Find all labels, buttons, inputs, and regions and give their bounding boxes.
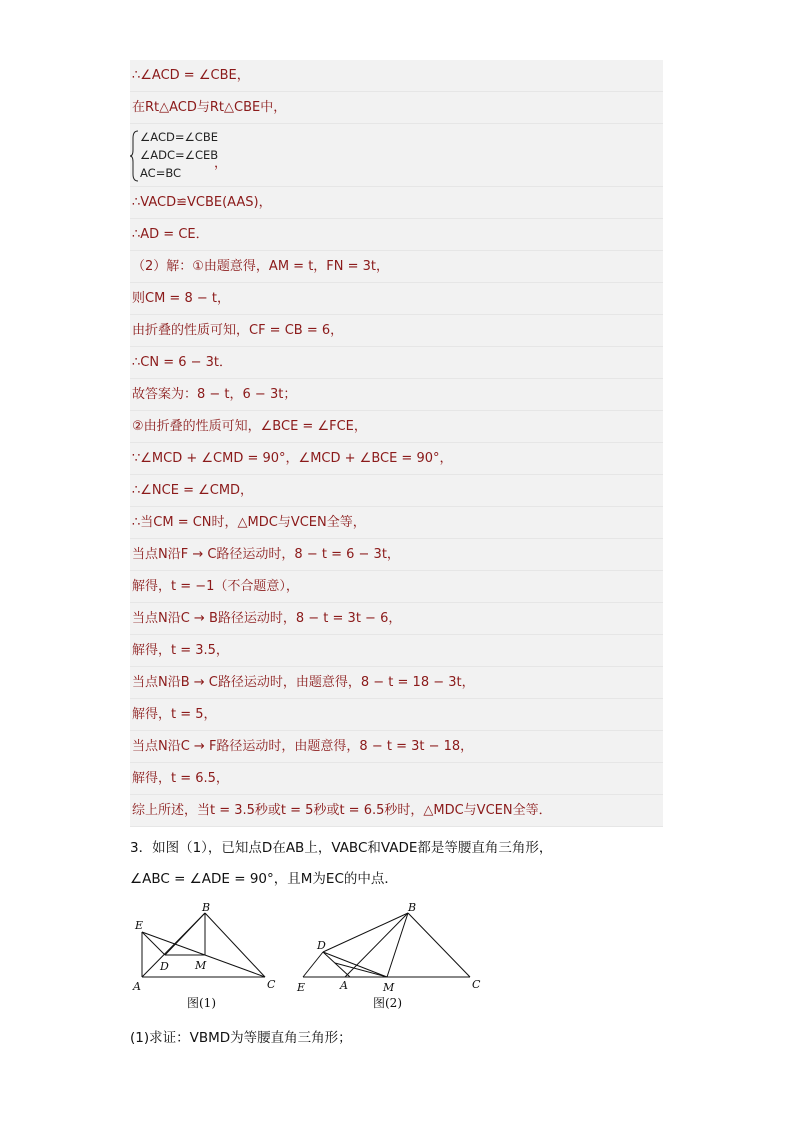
solution-line: ∴AD = CE．	[130, 219, 663, 251]
solution-line: ∴∠NCE = ∠CMD，	[130, 475, 663, 507]
solution-line: ②由折叠的性质可知，∠BCE = ∠FCE，	[130, 411, 663, 443]
figure-1-caption: 图(1)	[187, 996, 216, 1010]
solution-line: 则CM = 8 − t，	[130, 283, 663, 315]
label-B: B	[408, 901, 417, 914]
solution-line: 解得，t = 5，	[130, 699, 663, 731]
solution-block	[130, 60, 663, 827]
label-B: B	[202, 901, 211, 914]
solution-line: ∴CN = 6 − 3t．	[130, 347, 663, 379]
label-A: A	[340, 979, 348, 992]
solution-line: 由折叠的性质可知，CF = CB = 6，	[130, 315, 663, 347]
figure-2	[303, 913, 470, 977]
label-M: M	[195, 959, 207, 972]
solution-line: 解得，t = 3.5，	[130, 635, 663, 667]
solution-line: ∴当CM = CN时，△MDC与VCEN全等，	[130, 507, 663, 539]
figure-1-labels	[132, 901, 276, 993]
question-sub-1: (1)求证：VBMD为等腰直角三角形；	[130, 1030, 352, 1046]
solution-line: ∵∠MCD + ∠CMD = 90°，∠MCD + ∠BCE = 90°，	[130, 443, 663, 475]
system-eq-2: ∠ADC=∠CEB	[140, 148, 219, 162]
system-eq-1: ∠ACD=∠CBE	[140, 130, 218, 144]
solution-line: ∴∠ACD = ∠CBE，	[130, 60, 663, 92]
solution-line: 当点N沿C → F路径运动时，由题意得，8 − t = 3t − 18，	[130, 731, 663, 763]
label-D: D	[160, 960, 169, 973]
solution-line: 综上所述，当t = 3.5秒或t = 5秒或t = 6.5秒时，△MDC与VCEN全等．	[130, 795, 663, 827]
label-C: C	[472, 978, 481, 991]
question-line-1: 3．如图（1），已知点D在AB上，VABC和VADE都是等腰直角三角形，	[130, 840, 553, 856]
label-M: M	[383, 981, 395, 994]
question-line-2: ∠ABC = ∠ADE = 90°，且M为EC的中点．	[130, 871, 398, 887]
system-eq-3: AC=BC	[140, 166, 182, 180]
label-D: D	[317, 939, 326, 952]
equation-system	[130, 124, 663, 187]
system-tail: ，	[214, 156, 228, 171]
solution-line: 当点N沿B → C路径运动时，由题意得，8 − t = 18 − 3t，	[130, 667, 663, 699]
geometry-figures	[125, 895, 495, 1025]
solution-line: 在Rt△ACD与Rt△CBE中，	[130, 92, 663, 124]
label-E: E	[297, 981, 306, 994]
solution-line: ∴VACD≌VCBE(AAS)，	[130, 187, 663, 219]
label-E: E	[135, 919, 144, 932]
label-C: C	[267, 978, 276, 991]
figure-2-caption: 图(2)	[373, 996, 402, 1010]
label-A: A	[133, 980, 141, 993]
solution-line: 解得，t = 6.5，	[130, 763, 663, 795]
solution-line: （2）解：①由题意得，AM = t，FN = 3t，	[130, 251, 663, 283]
solution-line: 当点N沿F → C路径运动时，8 − t = 6 − 3t，	[130, 539, 663, 571]
solution-line: 故答案为：8 − t，6 − 3t；	[130, 379, 663, 411]
left-brace-icon	[130, 130, 140, 182]
solution-line: 解得，t = −1（不合题意），	[130, 571, 663, 603]
solution-line: 当点N沿C → B路径运动时，8 − t = 3t − 6，	[130, 603, 663, 635]
figure-2-labels	[296, 901, 481, 994]
